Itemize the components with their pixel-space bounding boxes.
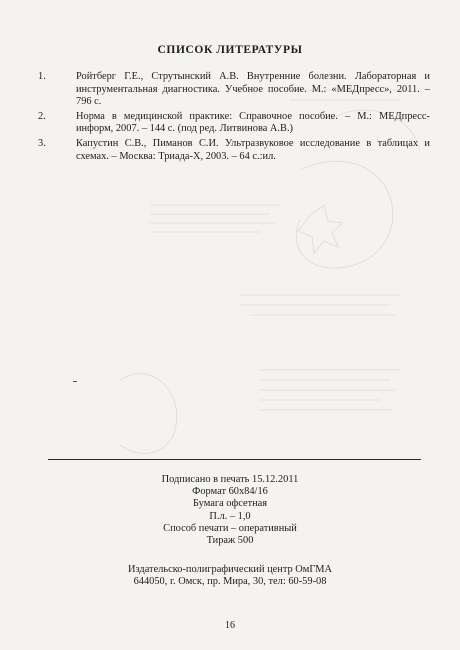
signed-date: Подписано в печать 15.12.2011 [161,474,299,485]
publisher-address: 644050, г. Омск, пр. Мира, 30, тел: 60-59-08 [133,576,327,588]
printing-method: Способ печати – оперативный [163,522,297,534]
reference-text: Норма в медицинской практике: Справочное пособие. – М.: МЕДпресс-информ, 2007. – 144 с. (под ред. Литвинова А.В.) [76,110,430,135]
reference-number: 2. [38,110,46,122]
reference-list [38,71,430,165]
print-run: Тираж 500 [206,535,254,547]
horizontal-rule [48,459,421,460]
reference-text: Ройтберг Г.Е., Струтынский А.В. Внутренние болезни. Лабораторная и инструментальная диагностика. Учебное пособие. М.: «МЕДпресс», 2011. – 796 с. [76,71,430,108]
reference-item [38,111,430,136]
publisher-name: Издательско-полиграфический центр ОмГМА [127,564,332,575]
stray-mark [73,381,77,382]
paper-type: Бумага офсетная [192,498,268,510]
colophon-block [0,474,460,547]
reference-item [38,71,430,109]
page-title: СПИСОК ЛИТЕРАТУРЫ [157,44,303,56]
publisher-block [0,564,460,589]
print-format: Формат 60x84/16 [192,486,268,498]
page-number: 16 [225,620,235,631]
reference-text: Капустин С.В., Пиманов С.И. Ультразвуковое исследование в таблицах и схемах. – Москва: Триада-Х, 2003. – 64 с.:ил. [76,137,430,162]
reference-number: 3. [38,137,46,149]
reference-item [38,138,430,163]
reference-number: 1. [38,71,46,82]
printed-sheets: П.л. – 1,0 [209,510,251,522]
